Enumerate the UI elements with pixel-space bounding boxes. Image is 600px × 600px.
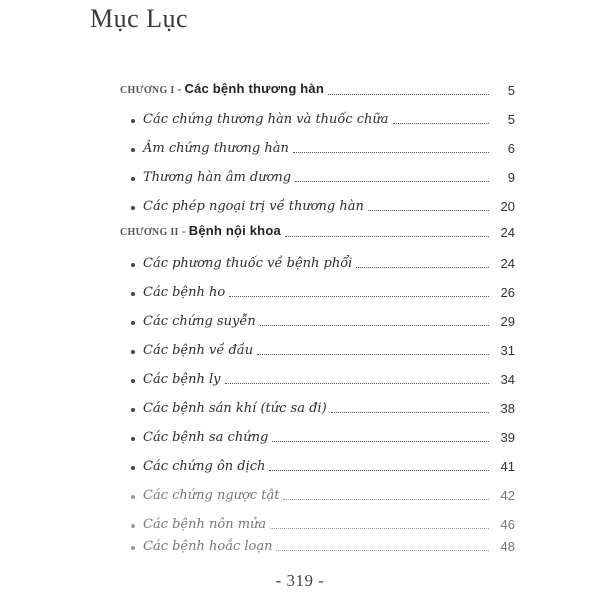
page-number: 38 xyxy=(500,401,515,416)
bullet-icon xyxy=(131,437,135,441)
toc-entry xyxy=(131,135,515,157)
dot-leader xyxy=(283,498,489,500)
entry-label: Các bệnh hoắc loạn xyxy=(143,539,273,554)
entry-label: Âm chứng thương hàn xyxy=(143,141,289,156)
entry-label: Các phương thuốc về bệnh phổi xyxy=(143,256,353,271)
page-number: 20 xyxy=(500,199,515,214)
bullet-icon xyxy=(131,321,135,325)
page-number: 5 xyxy=(507,112,515,127)
chapter-prefix: CHƯƠNG II xyxy=(120,227,179,238)
entry-label: Các phép ngoại trị về thương hàn xyxy=(143,199,364,214)
bullet-icon xyxy=(131,546,135,550)
page-number: 24 xyxy=(500,256,515,271)
bullet-icon xyxy=(131,408,135,412)
page-number: 5 xyxy=(507,83,515,98)
page-number: 29 xyxy=(500,314,515,329)
page-number: 48 xyxy=(500,539,515,554)
toc-entry xyxy=(131,424,515,446)
toc-entry xyxy=(131,533,515,555)
toc-entry xyxy=(131,193,515,215)
page-number: 34 xyxy=(500,372,515,387)
bullet-icon xyxy=(131,177,135,181)
page-number: 26 xyxy=(500,285,515,300)
entry-label: Các chứng thương hàn và thuốc chữa xyxy=(143,112,389,127)
bullet-icon xyxy=(131,350,135,354)
bullet-icon xyxy=(131,524,135,528)
bullet-icon xyxy=(131,148,135,152)
dot-leader xyxy=(225,382,489,384)
dot-leader xyxy=(229,295,489,297)
dot-leader xyxy=(285,235,489,237)
dot-leader xyxy=(368,209,489,211)
dot-leader xyxy=(276,549,489,551)
page-number: 41 xyxy=(500,459,515,474)
toc-entry xyxy=(131,250,515,272)
toc-entry xyxy=(131,164,515,186)
page-number: 24 xyxy=(500,225,515,240)
toc-chapter-2 xyxy=(120,219,515,241)
chapter-title: Các bệnh thương hàn xyxy=(184,81,324,96)
dot-leader xyxy=(257,353,489,355)
toc-entry xyxy=(131,482,515,504)
page-title: Mục Lục xyxy=(90,4,189,33)
toc-entry xyxy=(131,106,515,128)
chapter-prefix: CHƯƠNG I xyxy=(120,85,175,96)
footer-page-number: - 319 - xyxy=(275,571,325,590)
dot-leader xyxy=(331,411,489,413)
toc-entry xyxy=(131,308,515,330)
dot-leader xyxy=(270,527,489,529)
page-number: 42 xyxy=(500,488,515,503)
entry-label: Các bệnh ho xyxy=(143,285,226,300)
dot-leader xyxy=(269,469,489,471)
entry-label: Các bệnh sán khí (tức sa đi) xyxy=(143,401,327,416)
entry-label: Các bệnh ly xyxy=(143,372,221,387)
dot-leader xyxy=(272,440,489,442)
chapter-separator: - xyxy=(177,82,182,96)
toc-chapter-1 xyxy=(120,77,515,99)
page-number: 46 xyxy=(500,517,515,532)
bullet-icon xyxy=(131,466,135,470)
toc-entry xyxy=(131,511,515,533)
page-number: 9 xyxy=(507,170,515,185)
bullet-icon xyxy=(131,119,135,123)
page-number: 31 xyxy=(500,343,515,358)
bullet-icon xyxy=(131,292,135,296)
chapter-title: Bệnh nội khoa xyxy=(188,223,281,238)
toc-entry xyxy=(131,279,515,301)
dot-leader xyxy=(328,93,489,95)
dot-leader xyxy=(295,180,489,182)
dot-leader xyxy=(356,266,489,268)
dot-leader xyxy=(260,324,489,326)
entry-label: Các chứng suyễn xyxy=(143,314,256,329)
entry-label: Các bệnh nôn mửa xyxy=(143,517,267,532)
entry-label: Thương hàn âm dương xyxy=(143,170,292,185)
bullet-icon xyxy=(131,263,135,267)
bullet-icon xyxy=(131,206,135,210)
entry-label: Các chứng ôn dịch xyxy=(143,459,266,474)
bullet-icon xyxy=(131,495,135,499)
toc-entry xyxy=(131,337,515,359)
entry-label: Các chứng ngược tật xyxy=(143,488,280,503)
chapter-separator: - xyxy=(181,224,186,238)
toc-entry xyxy=(131,395,515,417)
toc-entry xyxy=(131,366,515,388)
toc-entry xyxy=(131,453,515,475)
entry-label: Các bệnh về đầu xyxy=(143,343,254,358)
bullet-icon xyxy=(131,379,135,383)
dot-leader xyxy=(293,151,489,153)
dot-leader xyxy=(393,122,489,124)
page-number: 6 xyxy=(507,141,515,156)
page-number: 39 xyxy=(500,430,515,445)
entry-label: Các bệnh sa chứng xyxy=(143,430,269,445)
